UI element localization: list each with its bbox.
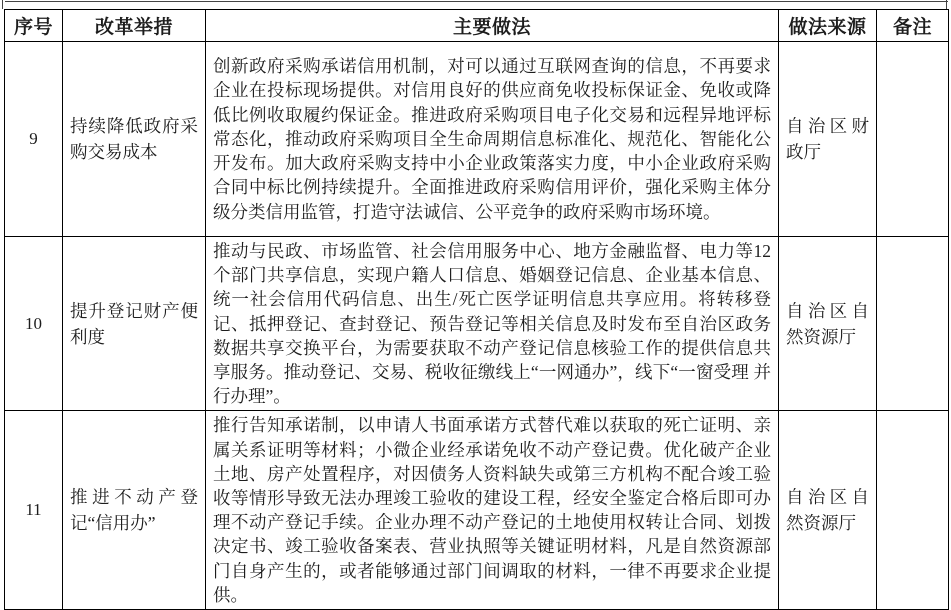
row-number-cell: 9 — [5, 42, 63, 237]
row-number-cell: 11 — [5, 411, 63, 610]
measure-cell: 持续降低政府采购交易成本 — [63, 42, 206, 237]
row-number-cell: 10 — [5, 237, 63, 411]
remark-cell — [877, 237, 949, 411]
previous-row-border-fragment-right — [946, 0, 947, 9]
previous-row-border-fragment — [5, 1, 948, 2]
source-cell: 自治区自然资源厅 — [779, 411, 877, 610]
measure-cell: 推进不动产登记“信用办” — [63, 411, 206, 610]
practice-cell: 创新政府采购承诺信用机制，对可以通过互联网查询的信息，不再要求企业在投标现场提供。对信用良好的供应商免收投标保证金、免收或降低比例收取履约保证金。推进政府采购项目电子化交易和远程异地评标常态化，推动政府采购项目全生命周期信息标准化、规范化、智能化公开发布。加大政府采购支持中小企业政策落实力度，中小企业政府采购合同中标比例持续提升。全面推进政府采购信用评价，强化采购主体分级分类信用监管，打造守法诚信、公平竞争的政府采购市场环境。 — [206, 42, 779, 237]
header-row — [5, 10, 949, 42]
remark-cell — [877, 42, 949, 237]
practice-cell: 推行告知承诺制，以申请人书面承诺方式替代难以获取的死亡证明、亲属关系证明等材料；小微企业经承诺免收不动产登记费。优化破产企业土地、房产处置程序，对因债务人资料缺失或第三方机构不配合竣工验收等情形导致无法办理竣工验收的建设工程，经安全鉴定合格后即可办理不动产登记手续。企业办理不动产登记的土地使用权转让合同、划拨决定书、竣工验收备案表、营业执照等关键证明材料，凡是自然资源部门自身产生的，或者能够通过部门间调取的材料，一律不再要求企业提供。 — [206, 411, 779, 610]
col-header-serial-number: 序号 — [5, 10, 63, 42]
table-row — [5, 237, 949, 411]
col-header-reform-measure: 改革举措 — [63, 10, 206, 42]
table-row — [5, 411, 949, 610]
remark-cell — [877, 411, 949, 610]
previous-row-border-fragment-left — [2, 0, 3, 9]
source-cell: 自治区自然资源厅 — [779, 237, 877, 411]
table-row — [5, 42, 949, 237]
measure-cell: 提升登记财产便利度 — [63, 237, 206, 411]
reform-measures-table — [4, 9, 949, 610]
source-cell: 自治区财政厅 — [779, 42, 877, 237]
col-header-remarks: 备注 — [877, 10, 949, 42]
col-header-main-practice: 主要做法 — [206, 10, 779, 42]
col-header-practice-source: 做法来源 — [779, 10, 877, 42]
practice-cell: 推动与民政、市场监管、社会信用服务中心、地方金融监督、电力等12个部门共享信息，实现户籍人口信息、婚姻登记信息、企业基本信息、统一社会信用代码信息、出生/死亡医学证明信息共享应用。将转移登记、抵押登记、查封登记、预告登记等相关信息及时发布至自治区政务数据共享交换平台，为需要获取不动产登记信息核验工作的提供信息共享服务。推动登记、交易、税收征缴线上“一网通办”，线下“一窗受理 并行办理”。 — [206, 237, 779, 411]
